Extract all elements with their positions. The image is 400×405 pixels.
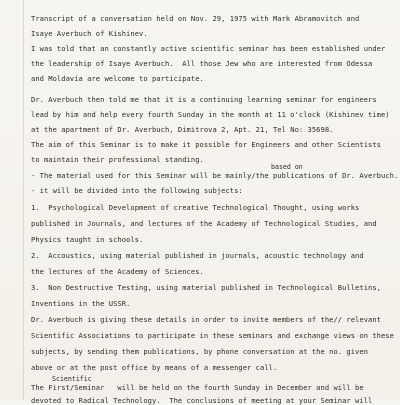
text-line: Dr. Averbuch then told me that it is a continuing learning seminar for engineers bbox=[31, 95, 377, 104]
text-line: - it will be divided into the following subjects: bbox=[31, 186, 243, 195]
text-line: lead by him and help every fourth Sunday in the month at 11 o'clock (Kishinev time) bbox=[31, 110, 390, 119]
text-line: Physics taught in schools. bbox=[31, 235, 144, 244]
text-line: The First/Seminar will be held on the fourth Sunday in December and will be bbox=[31, 383, 364, 392]
text-line: Isaye Averbuch of Kishinev. bbox=[31, 29, 148, 38]
text-line: to maintain their professional standing. bbox=[31, 155, 204, 164]
text-line: published in Journals, and lectures of the Academy of Technological Studies, and bbox=[31, 219, 377, 228]
text-line: the lectures of the Academy of Sciences. bbox=[31, 267, 204, 276]
text-line: Dr. Averbuch is giving these details in order to invite members of the// relevant bbox=[31, 315, 381, 324]
handwritten-insertion: Scientific bbox=[52, 375, 92, 383]
text-line: above or at the post office by means of a messenger call. bbox=[31, 363, 278, 372]
text-line: and Moldavia are welcome to participate. bbox=[31, 74, 204, 83]
text-line: devoted to Radical Technology. The conclusions of meeting at your Seminar will bbox=[31, 396, 373, 405]
text-line: The aim of this Seminar is to make it possible for Engineers and other Scientists bbox=[31, 140, 381, 149]
text-line: I was told that an constantly active scientific seminar has been established under bbox=[31, 44, 386, 53]
text-line: 2. Accoustics, using material published in journals, acoustic technology and bbox=[31, 251, 364, 260]
text-line: subjects, by sending them publications, by phone conversation at the no. given bbox=[31, 347, 369, 356]
text-line: the leadership of Isaye Averbuch. All those Jew who are interested from Odessa bbox=[31, 59, 373, 68]
text-line: 3. Non Destructive Testing, using material published in Technological Bulletins, bbox=[31, 283, 381, 292]
margin-line bbox=[23, 0, 24, 400]
text-line: 1. Psychological Development of creative Technological Thought, using works bbox=[31, 203, 360, 212]
text-line: Inventions in the USSR. bbox=[31, 299, 131, 308]
text-line: - The material used for this Seminar will be mainly/the publications of Dr. Averbuch. bbox=[31, 171, 399, 180]
text-line: at the apartment of Dr. Averbuch, Dimitrova 2, Apt. 21, Tel No: 35698. bbox=[31, 125, 334, 134]
text-line: Transcript of a conversation held on Nov. 29, 1975 with Mark Abramovitch and bbox=[31, 14, 360, 23]
text-line: Scientific Associations to participate in these seminars and exchange views on these bbox=[31, 331, 394, 340]
handwritten-insertion: based on bbox=[271, 163, 303, 171]
